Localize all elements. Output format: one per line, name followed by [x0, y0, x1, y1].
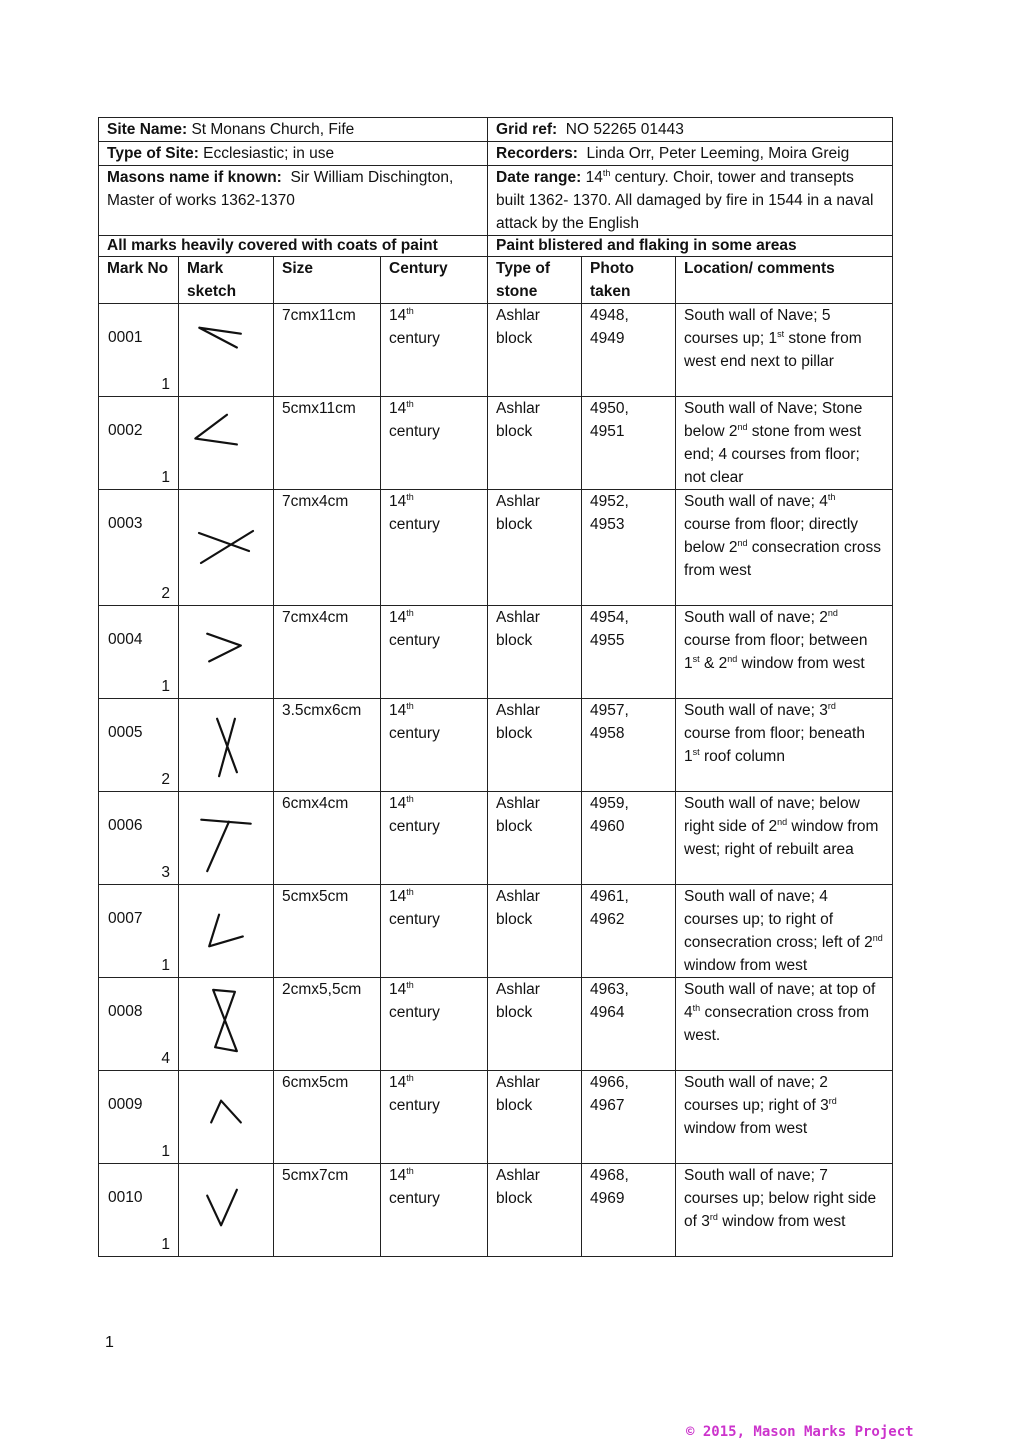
masons-value: Sir William Dischington, Master of works 1362-1370 — [107, 169, 454, 209]
century-num: 14 — [389, 888, 407, 905]
photo-2: 4969 — [590, 1190, 625, 1207]
century-num: 14 — [389, 981, 407, 998]
location-text: South wall of nave; 4 — [684, 493, 828, 510]
mark-sketch-cell — [179, 606, 274, 699]
photo-2: 4967 — [590, 1097, 625, 1114]
size-cell: 7cmx11cm — [274, 304, 381, 397]
mark-0008-sketch — [179, 978, 273, 1069]
note-right: Paint blistered and flaking in some areas — [488, 236, 893, 257]
location-text: stone from west end; 4 courses from floor; not clear — [684, 423, 862, 486]
photo-2: 4951 — [590, 423, 625, 440]
mark-0005-sketch — [179, 699, 273, 790]
photo-1: 4966, — [590, 1074, 629, 1091]
location-sup: th — [692, 1002, 701, 1013]
century-num: 14 — [389, 493, 407, 510]
mark-sketch-cell — [179, 885, 274, 978]
col-location: Location/ comments — [676, 257, 893, 304]
location-text: South wall of nave; 2 courses up; right of 3 — [684, 1074, 829, 1114]
stone-cell: Ashlar block — [488, 792, 582, 885]
photo-cell — [582, 490, 676, 606]
grid-ref-value: NO 52265 01443 — [565, 121, 684, 138]
size-cell: 3.5cmx6cm — [274, 699, 381, 792]
location-cell — [676, 885, 893, 978]
photo-2: 4962 — [590, 911, 625, 928]
record-table — [98, 117, 893, 1257]
col-size: Size — [274, 257, 381, 304]
photo-2: 4953 — [590, 516, 625, 533]
location-sup: st — [692, 653, 700, 664]
photo-1: 4968, — [590, 1167, 629, 1184]
century-num: 14 — [389, 795, 407, 812]
century-word: century — [389, 1190, 440, 1207]
table-row — [99, 490, 893, 606]
mark-no: 0009 — [108, 1096, 143, 1113]
table-row — [99, 885, 893, 978]
mark-0010-sketch — [179, 1164, 273, 1255]
mark-count: 1 — [161, 376, 170, 393]
stone-cell: Ashlar block — [488, 978, 582, 1071]
mark-no-cell — [99, 699, 179, 792]
column-header-row — [99, 257, 893, 304]
photo-1: 4963, — [590, 981, 629, 998]
masons-label: Masons name if known: — [107, 169, 282, 186]
date-text: century. Choir, tower and transepts built 1362- 1370. All damaged by fire in 1544 in a naval attack by the English — [496, 169, 874, 232]
photo-2: 4960 — [590, 818, 625, 835]
location-text: window from west — [737, 655, 865, 672]
col-century: Century — [381, 257, 488, 304]
masons-cell — [99, 166, 488, 236]
photo-1: 4952, — [590, 493, 629, 510]
size-cell: 5cmx11cm — [274, 397, 381, 490]
stone-cell: Ashlar block — [488, 699, 582, 792]
location-cell — [676, 397, 893, 490]
mason-marks-record-sheet — [98, 117, 892, 1257]
location-text: South wall of nave; 4 courses up; to right of consecration cross; left of 2 — [684, 888, 873, 951]
photo-cell — [582, 978, 676, 1071]
header-row-notes — [99, 236, 893, 257]
mark-no: 0006 — [108, 817, 143, 834]
date-sup: th — [602, 167, 611, 178]
table-row — [99, 397, 893, 490]
size-cell: 6cmx4cm — [274, 792, 381, 885]
mark-no: 0002 — [108, 422, 143, 439]
photo-2: 4955 — [590, 632, 625, 649]
mark-no: 0008 — [108, 1003, 143, 1020]
mark-no-cell — [99, 792, 179, 885]
mark-0002-sketch — [179, 397, 273, 488]
photo-cell — [582, 606, 676, 699]
mark-sketch-cell — [179, 792, 274, 885]
mark-no-cell — [99, 304, 179, 397]
mark-0003-sketch — [179, 490, 273, 604]
type-value: Ecclesiastic; in use — [203, 145, 335, 162]
grid-ref-label: Grid ref: — [496, 121, 558, 138]
century-num: 14 — [389, 400, 407, 417]
century-cell — [381, 978, 488, 1071]
location-text: South wall of nave; at top of 4 — [684, 981, 876, 1021]
table-row — [99, 606, 893, 699]
size-cell: 7cmx4cm — [274, 606, 381, 699]
photo-1: 4950, — [590, 400, 629, 417]
photo-cell — [582, 397, 676, 490]
location-sup: rd — [827, 700, 836, 711]
mark-count: 2 — [161, 585, 170, 602]
location-cell — [676, 1071, 893, 1164]
century-word: century — [389, 632, 440, 649]
header-row-type — [99, 142, 893, 166]
date-num: 14 — [585, 169, 603, 186]
location-cell — [676, 490, 893, 606]
photo-cell — [582, 1164, 676, 1257]
size-cell: 6cmx5cm — [274, 1071, 381, 1164]
photo-2: 4949 — [590, 330, 625, 347]
size-cell: 7cmx4cm — [274, 490, 381, 606]
mark-sketch-cell — [179, 699, 274, 792]
century-num: 14 — [389, 307, 407, 324]
century-num: 14 — [389, 609, 407, 626]
mark-no: 0007 — [108, 910, 143, 927]
stone-cell: Ashlar block — [488, 490, 582, 606]
table-row — [99, 978, 893, 1071]
century-sup: th — [406, 398, 414, 409]
century-cell — [381, 304, 488, 397]
table-row — [99, 699, 893, 792]
century-word: century — [389, 1097, 440, 1114]
photo-1: 4954, — [590, 609, 629, 626]
stone-cell: Ashlar block — [488, 1071, 582, 1164]
mark-rows — [99, 304, 893, 1257]
site-name-value: St Monans Church, Fife — [191, 121, 355, 138]
location-text: window from west — [684, 957, 808, 974]
location-text: South wall of nave; 2 — [684, 609, 828, 626]
recorders-label: Recorders: — [496, 145, 578, 162]
century-cell — [381, 792, 488, 885]
stone-cell: Ashlar block — [488, 304, 582, 397]
copyright-notice: © 2015, Mason Marks Project — [686, 1424, 914, 1440]
century-sup: th — [406, 793, 414, 804]
col-photo-taken: Photo taken — [582, 257, 676, 304]
mark-no-cell — [99, 1164, 179, 1257]
mark-sketch-cell — [179, 978, 274, 1071]
mark-no-cell — [99, 490, 179, 606]
mark-no-cell — [99, 397, 179, 490]
photo-cell — [582, 885, 676, 978]
century-sup: th — [406, 1165, 414, 1176]
location-text: consecration cross from west. — [684, 1004, 869, 1044]
location-sup: nd — [777, 816, 788, 827]
century-word: century — [389, 725, 440, 742]
location-text: window from west; right of rebuilt area — [684, 818, 879, 858]
location-cell — [676, 699, 893, 792]
mark-0001-sketch — [179, 304, 273, 395]
mark-no: 0005 — [108, 724, 143, 741]
location-text: South wall of nave; below right side of 2 — [684, 795, 860, 835]
century-num: 14 — [389, 1074, 407, 1091]
photo-cell — [582, 304, 676, 397]
mark-no-cell — [99, 978, 179, 1071]
location-text: course from floor; directly below 2 — [684, 516, 859, 556]
location-text: window from west — [684, 1120, 808, 1137]
photo-2: 4958 — [590, 725, 625, 742]
date-range-cell — [488, 166, 893, 236]
location-sup: nd — [737, 537, 748, 548]
mark-no: 0001 — [108, 329, 143, 346]
col-type-of-stone: Type of stone — [488, 257, 582, 304]
location-cell — [676, 792, 893, 885]
location-text: stone from west end next to pillar — [684, 330, 862, 370]
location-sup: st — [692, 746, 700, 757]
location-sup: nd — [827, 607, 838, 618]
location-text: South wall of Nave; Stone below 2 — [684, 400, 863, 440]
recorders-cell — [488, 142, 893, 166]
site-name-cell — [99, 118, 488, 142]
photo-1: 4948, — [590, 307, 629, 324]
century-word: century — [389, 1004, 440, 1021]
date-label: Date range: — [496, 169, 582, 186]
location-sup: rd — [709, 1211, 718, 1222]
location-cell — [676, 1164, 893, 1257]
mark-no-cell — [99, 1071, 179, 1164]
size-cell: 2cmx5,5cm — [274, 978, 381, 1071]
photo-cell — [582, 792, 676, 885]
mark-0007-sketch — [179, 885, 273, 976]
mark-no-cell — [99, 606, 179, 699]
location-text: course from floor; beneath 1 — [684, 725, 865, 765]
century-sup: th — [406, 886, 414, 897]
table-row — [99, 1071, 893, 1164]
mark-sketch-cell — [179, 1164, 274, 1257]
mark-no: 0004 — [108, 631, 143, 648]
location-text: South wall of nave; 3 — [684, 702, 828, 719]
century-word: century — [389, 818, 440, 835]
century-cell — [381, 699, 488, 792]
col-mark-no: Mark No — [99, 257, 179, 304]
photo-1: 4959, — [590, 795, 629, 812]
mark-count: 2 — [161, 771, 170, 788]
size-cell: 5cmx7cm — [274, 1164, 381, 1257]
col-mark-sketch: Mark sketch — [179, 257, 274, 304]
stone-cell: Ashlar block — [488, 606, 582, 699]
location-sup: nd — [727, 653, 738, 664]
century-cell — [381, 397, 488, 490]
photo-1: 4961, — [590, 888, 629, 905]
location-sup: nd — [872, 932, 883, 943]
mark-0009-sketch — [179, 1071, 273, 1162]
location-cell — [676, 978, 893, 1071]
location-sup: rd — [828, 1095, 837, 1106]
mark-count: 1 — [161, 469, 170, 486]
mark-sketch-cell — [179, 490, 274, 606]
note-left: All marks heavily covered with coats of paint — [99, 236, 488, 257]
location-text: & 2 — [699, 655, 728, 672]
century-word: century — [389, 516, 440, 533]
location-text: South wall of nave; 7 courses up; below right side of 3 — [684, 1167, 877, 1230]
stone-cell: Ashlar block — [488, 397, 582, 490]
location-text: course from floor; between 1 — [684, 632, 868, 672]
mark-0006-sketch — [179, 792, 273, 883]
stone-cell: Ashlar block — [488, 1164, 582, 1257]
location-text: roof column — [699, 748, 785, 765]
location-sup: nd — [737, 421, 748, 432]
page-number: 1 — [105, 1334, 114, 1351]
century-word: century — [389, 330, 440, 347]
mark-count: 3 — [161, 864, 170, 881]
century-cell — [381, 1071, 488, 1164]
century-sup: th — [406, 607, 414, 618]
century-sup: th — [406, 491, 414, 502]
century-num: 14 — [389, 702, 407, 719]
location-text: window from west — [717, 1213, 846, 1230]
mark-0004-sketch — [179, 606, 273, 697]
table-row — [99, 792, 893, 885]
location-sup: th — [827, 491, 836, 502]
type-label: Type of Site: — [107, 145, 199, 162]
mark-no-cell — [99, 885, 179, 978]
century-sup: th — [406, 1072, 414, 1083]
stone-cell: Ashlar block — [488, 885, 582, 978]
site-name-label: Site Name: — [107, 121, 188, 138]
photo-cell — [582, 699, 676, 792]
photo-2: 4964 — [590, 1004, 625, 1021]
table-row — [99, 1164, 893, 1257]
mark-count: 1 — [161, 678, 170, 695]
size-cell: 5cmx5cm — [274, 885, 381, 978]
type-cell — [99, 142, 488, 166]
century-cell — [381, 1164, 488, 1257]
mark-count: 1 — [161, 957, 170, 974]
mark-count: 4 — [161, 1050, 170, 1067]
header-row-masons — [99, 166, 893, 236]
grid-ref-cell — [488, 118, 893, 142]
location-sup: st — [777, 328, 785, 339]
century-cell — [381, 490, 488, 606]
century-word: century — [389, 423, 440, 440]
mark-sketch-cell — [179, 304, 274, 397]
photo-1: 4957, — [590, 702, 629, 719]
century-sup: th — [406, 700, 414, 711]
mark-no: 0010 — [108, 1189, 143, 1206]
mark-no: 0003 — [108, 515, 143, 532]
century-word: century — [389, 911, 440, 928]
century-sup: th — [406, 305, 414, 316]
location-text: consecration cross from west — [684, 539, 881, 579]
recorders-value: Linda Orr, Peter Leeming, Moira Greig — [586, 145, 850, 162]
table-row — [99, 304, 893, 397]
century-sup: th — [406, 979, 414, 990]
location-text: South wall of Nave; 5 courses up; 1 — [684, 307, 831, 347]
century-cell — [381, 606, 488, 699]
century-num: 14 — [389, 1167, 407, 1184]
photo-cell — [582, 1071, 676, 1164]
location-cell — [676, 304, 893, 397]
location-cell — [676, 606, 893, 699]
mark-count: 1 — [161, 1236, 170, 1253]
header-row-site — [99, 118, 893, 142]
mark-count: 1 — [161, 1143, 170, 1160]
century-cell — [381, 885, 488, 978]
mark-sketch-cell — [179, 1071, 274, 1164]
mark-sketch-cell — [179, 397, 274, 490]
